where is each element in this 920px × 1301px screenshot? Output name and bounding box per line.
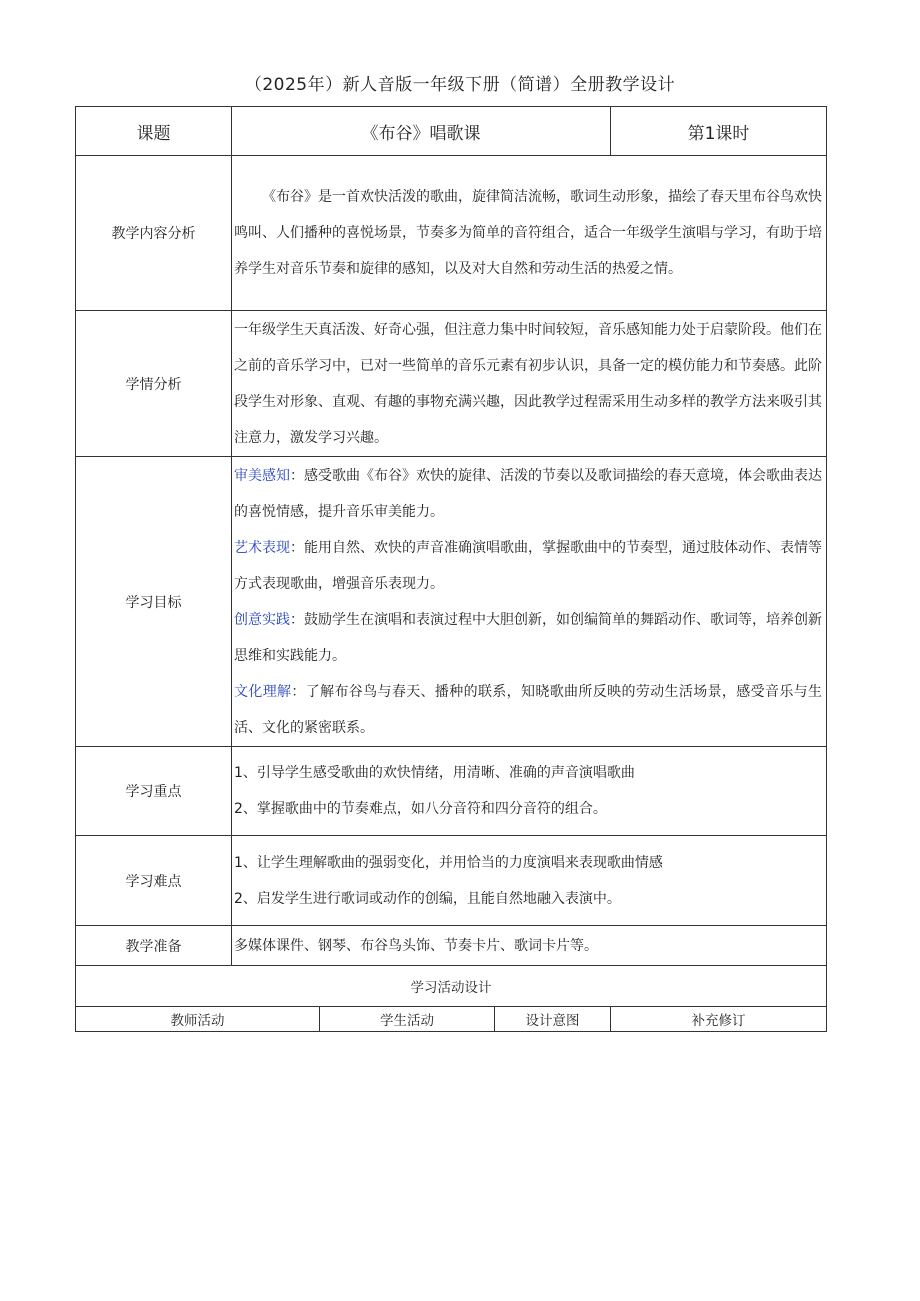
objective-key: 创意实践 [234, 611, 291, 628]
objective-item [234, 602, 822, 674]
student-analysis-label: 学情分析 [76, 311, 232, 457]
column-teacher-activity: 教师活动 [76, 1007, 320, 1032]
difficulties-list [232, 836, 827, 926]
preparation-text: 多媒体课件、钢琴、布谷鸟头饰、节奏卡片、歌词卡片等。 [232, 926, 827, 966]
header-row [76, 107, 827, 156]
content-analysis-label: 教学内容分析 [76, 156, 232, 311]
objectives-label: 学习目标 [76, 457, 232, 747]
column-revision: 补充修订 [611, 1007, 827, 1032]
objective-text: ：能用自然、欢快的声音准确演唱歌曲，掌握歌曲中的节奏型，通过肢体动作、表情等方式表现歌曲，增强音乐表现力。 [234, 539, 823, 592]
topic-label: 课题 [76, 107, 232, 156]
lesson-plan-table [75, 106, 827, 1032]
objective-item [234, 530, 822, 602]
objective-item [234, 674, 822, 746]
difficulties-row [76, 836, 827, 926]
column-student-activity: 学生活动 [320, 1007, 495, 1032]
topic-value: 《布谷》唱歌课 [232, 107, 611, 156]
objective-item [234, 458, 822, 530]
document-title: （2025年）新人音版一年级下册（简谱）全册教学设计 [244, 75, 676, 95]
student-analysis-text: 一年级学生天真活泼、好奇心强，但注意力集中时间较短，音乐感知能力处于启蒙阶段。他们在之前的音乐学习中，已对一些简单的音乐元素有初步认识，具备一定的模仿能力和节奏感。此阶段学生对形象、直观、有趣的事物充满兴趣，因此教学过程需采用生动多样的教学方法来吸引其注意力，激发学习兴趣。 [232, 311, 827, 457]
key-points-list [232, 747, 827, 836]
activity-design-heading: 学习活动设计 [76, 966, 827, 1007]
objective-key: 艺术表现 [234, 539, 291, 556]
key-points-row [76, 747, 827, 836]
student-analysis-row [76, 311, 827, 457]
content-analysis-row [76, 156, 827, 311]
key-point-item: 2、掌握歌曲中的节奏难点，如八分音符和四分音符的组合。 [234, 801, 607, 817]
objectives-row [76, 457, 827, 747]
difficulty-item: 1、让学生理解歌曲的强弱变化，并用恰当的力度演唱来表现歌曲情感 [234, 854, 663, 871]
activity-columns-row [76, 1007, 827, 1032]
preparation-label: 教学准备 [76, 926, 232, 966]
difficulties-label: 学习难点 [76, 836, 232, 926]
objective-text: ：鼓励学生在演唱和表演过程中大胆创新，如创编简单的舞蹈动作、歌词等，培养创新思维和实践能力。 [234, 611, 823, 664]
difficulty-item: 2、启发学生进行歌词或动作的创编，且能自然地融入表演中。 [234, 890, 621, 907]
content-analysis-text: 《布谷》是一首欢快活泼的歌曲，旋律简洁流畅，歌词生动形象，描绘了春天里布谷鸟欢快鸣叫、人们播种的喜悦场景，节奏多为简单的音符组合，适合一年级学生演唱与学习，有助于培养学生对音乐节奏和旋律的感知，以及对大自然和劳动生活的热爱之情。 [232, 156, 827, 311]
activity-design-row [76, 966, 827, 1007]
objective-key: 审美感知 [234, 467, 291, 484]
objective-key: 文化理解 [234, 683, 292, 700]
objective-text: ：感受歌曲《布谷》欢快的旋律、活泼的节奏以及歌词描绘的春天意境，体会歌曲表达的喜悦情感，提升音乐审美能力。 [234, 467, 823, 520]
preparation-row [76, 926, 827, 966]
objectives-list [232, 457, 827, 747]
key-point-item: 1、引导学生感受歌曲的欢快情绪，用清晰、准确的声音演唱歌曲 [234, 765, 635, 781]
objective-text: ：了解布谷鸟与春天、播种的联系，知晓歌曲所反映的劳动生活场景，感受音乐与生活、文化的紧密联系。 [234, 683, 823, 736]
column-design-intent: 设计意图 [495, 1007, 611, 1032]
lesson-number: 第1课时 [611, 107, 827, 156]
key-points-label: 学习重点 [76, 747, 232, 836]
